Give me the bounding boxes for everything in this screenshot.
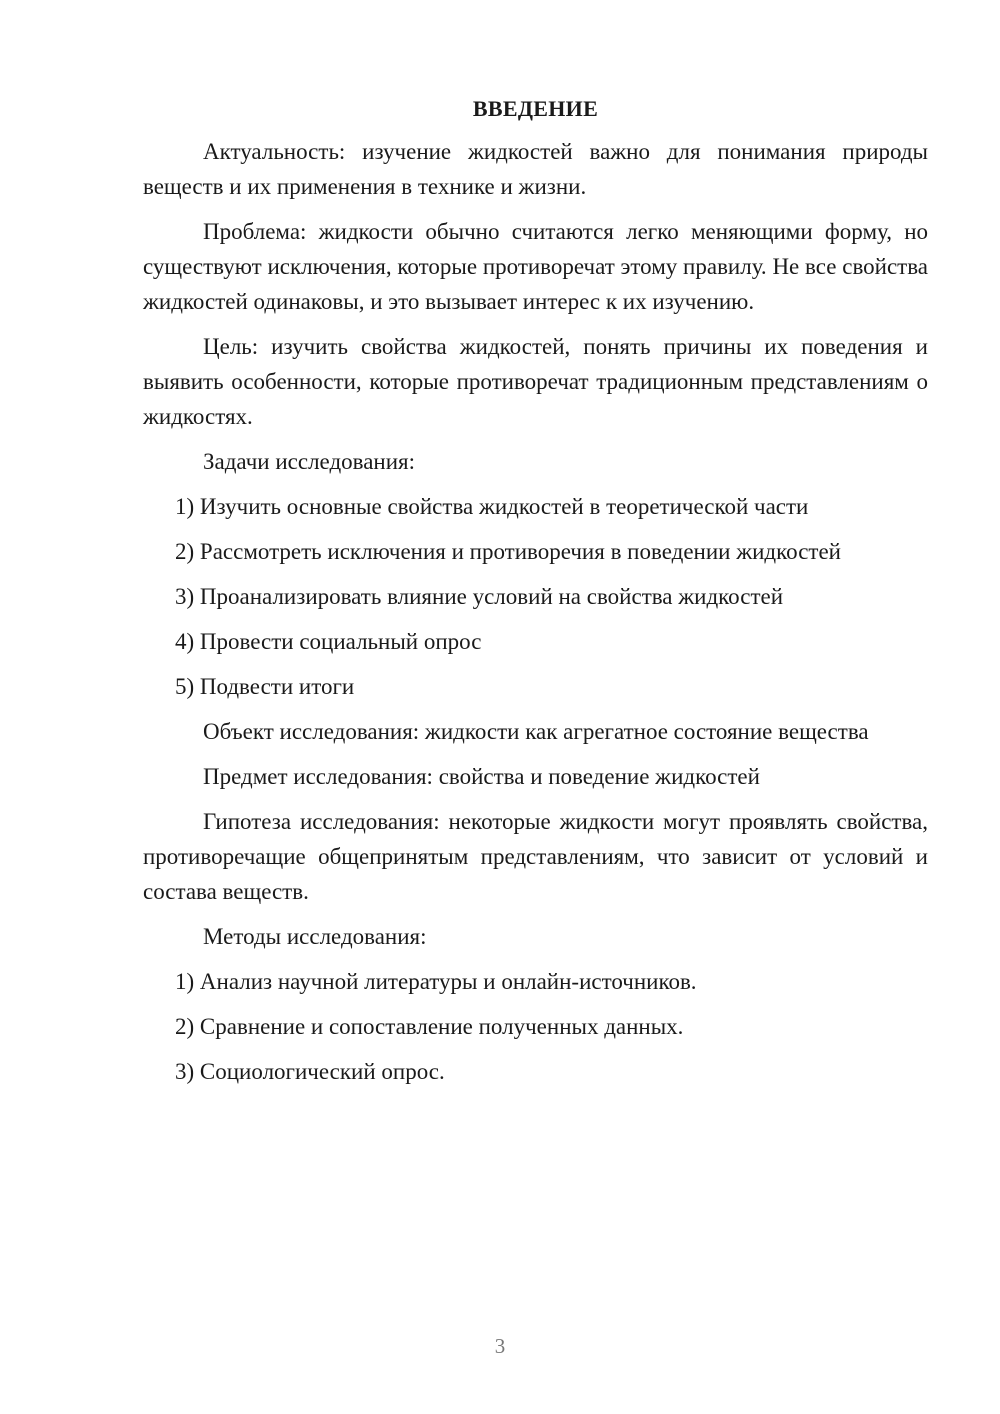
task-item-1: 1) Изучить основные свойства жидкостей в теоретической части (175, 494, 809, 519)
problem-paragraph: Проблема: жидкости обычно считаются легко меняющими форму, но существуют исключения, которые противоречат этому правилу. Не все свойства жидкостей одинаковы, и это вызывает интерес к их изучению. (143, 219, 928, 314)
method-item-2: 2) Сравнение и сопоставление полученных данных. (175, 1014, 684, 1039)
task-item-2: 2) Рассмотреть исключения и противоречия в поведении жидкостей (175, 539, 841, 564)
subject-line: Предмет исследования: свойства и поведение жидкостей (203, 764, 760, 789)
page-number: 3 (494, 1334, 506, 1358)
object-line: Объект исследования: жидкости как агрегатное состояние вещества (203, 719, 869, 744)
hypothesis-paragraph: Гипотеза исследования: некоторые жидкости могут проявлять свойства, противоречащие общепринятым представлениям, что зависит от условий и состава веществ. (143, 809, 928, 904)
page-content (143, 94, 928, 1099)
task-item-4: 4) Провести социальный опрос (175, 629, 482, 654)
tasks-title: Задачи исследования: (203, 449, 416, 474)
task-item-3: 3) Проанализировать влияние условий на свойства жидкостей (175, 584, 784, 609)
relevance-paragraph: Актуальность: изучение жидкостей важно для понимания природы веществ и их применения в технике и жизни. (143, 139, 928, 199)
task-item-5: 5) Подвести итоги (175, 674, 355, 699)
method-item-3: 3) Социологический опрос. (175, 1059, 445, 1084)
methods-title: Методы исследования: (203, 924, 427, 949)
section-heading: ВВЕДЕНИЕ (472, 96, 599, 121)
method-item-1: 1) Анализ научной литературы и онлайн-источников. (175, 969, 697, 994)
goal-paragraph: Цель: изучить свойства жидкостей, понять причины их поведения и выявить особенности, которые противоречат традиционным представлениям о жидкостях. (143, 334, 928, 429)
